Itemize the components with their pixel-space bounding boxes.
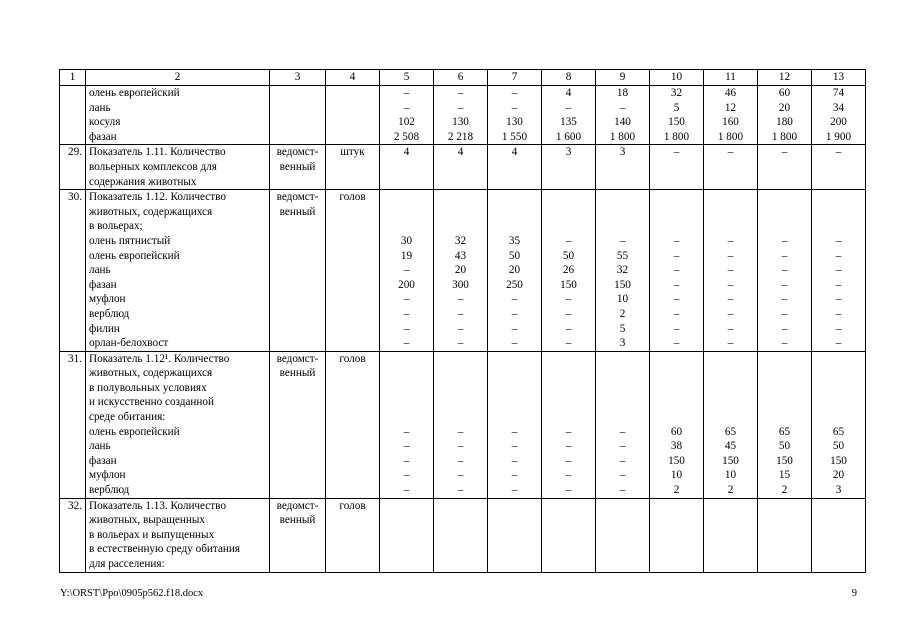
value-text: – [619, 454, 626, 467]
responsible-cell [270, 351, 326, 498]
value-text: 30 [400, 234, 413, 247]
value-text: – [835, 249, 842, 262]
value-text: – [781, 264, 788, 277]
value-cell [434, 498, 488, 572]
value-text: 60 [778, 87, 791, 99]
row-number [60, 190, 86, 352]
value-cell [758, 498, 812, 572]
value-text: – [727, 146, 734, 159]
value-text: – [619, 484, 626, 497]
value-text: 10 [724, 469, 737, 482]
value-text: – [403, 440, 410, 453]
value-text: 102 [398, 116, 415, 129]
cell-line: в вольерах и выпущенных [89, 528, 215, 541]
cell-line: ведомст- [276, 352, 319, 365]
value-text: 1 900 [825, 130, 852, 143]
value-text: – [781, 146, 788, 159]
value-text: 32 [670, 87, 683, 99]
value-text: 3 [619, 146, 626, 159]
value-text: 160 [722, 116, 739, 129]
responsible-cell [270, 86, 326, 145]
value-text: – [511, 425, 518, 438]
value-text: 180 [776, 116, 793, 129]
unit-of-measure [326, 351, 380, 498]
value-cell [542, 86, 596, 145]
value-text: 2 [781, 484, 788, 497]
value-cell [758, 351, 812, 498]
value-text: 65 [724, 425, 737, 438]
value-cell [704, 498, 758, 572]
value-text: 74 [832, 87, 845, 99]
value-text: – [673, 249, 680, 262]
value-text: – [511, 307, 518, 320]
cell-line: верблюд [89, 307, 130, 320]
row-number-text [62, 86, 82, 101]
value-text: 50 [778, 440, 791, 453]
row-number-text: 32. [68, 499, 82, 512]
value-cell [434, 351, 488, 498]
value-text: – [835, 307, 842, 320]
value-text: – [781, 249, 788, 262]
value-text: – [835, 322, 842, 335]
row-number-text: 31. [68, 352, 82, 365]
value-cell [596, 498, 650, 572]
cell-line: содержания животных [89, 175, 197, 188]
cell-line: животных, выращенных [89, 514, 205, 527]
value-cell [704, 351, 758, 498]
value-text: 12 [724, 101, 737, 114]
column-number: 5 [380, 70, 434, 86]
table-row [60, 145, 866, 190]
cell-line: венный [279, 205, 316, 218]
value-text: 250 [506, 278, 523, 291]
value-text: – [565, 469, 572, 482]
indicator-name [86, 190, 270, 352]
value-cell [812, 498, 866, 572]
value-text: – [673, 146, 680, 159]
cell-line: ведомст- [276, 499, 319, 512]
value-text: – [457, 469, 464, 482]
cell-line: Показатель 1.12¹. Количество [89, 352, 230, 365]
value-text: 1 800 [609, 130, 636, 143]
value-cell [380, 498, 434, 572]
value-text: 1 800 [717, 130, 744, 143]
value-text: 65 [832, 425, 845, 438]
value-text: 1 600 [555, 130, 582, 143]
value-cell [596, 190, 650, 352]
value-text: – [727, 322, 734, 335]
value-text: – [403, 293, 410, 306]
value-text: – [403, 87, 410, 99]
file-path-footer: Y:\ORST\Ppo\0905p562.f18.docx [60, 588, 204, 599]
cell-line: фазан [89, 130, 117, 143]
value-text: – [457, 307, 464, 320]
cell-line: филин [89, 322, 120, 335]
value-cell [488, 498, 542, 572]
value-cell [650, 351, 704, 498]
value-text: 200 [830, 116, 847, 129]
column-number: 3 [270, 70, 326, 86]
value-text: 150 [560, 278, 577, 291]
value-text: – [565, 425, 572, 438]
value-text: – [673, 322, 680, 335]
value-cell [380, 190, 434, 352]
value-text: 150 [668, 454, 685, 467]
value-text: – [511, 469, 518, 482]
value-text: – [565, 234, 572, 247]
value-text: – [727, 234, 734, 247]
value-text: – [619, 440, 626, 453]
value-cell [380, 351, 434, 498]
table-row [60, 498, 866, 572]
value-text: 1 800 [771, 130, 798, 143]
cell-line: Показатель 1.11. Количество [89, 146, 226, 159]
value-text: – [403, 469, 410, 482]
cell-line: Показатель 1.13. Количество [89, 499, 226, 512]
column-number: 8 [542, 70, 596, 86]
value-text: 2 508 [393, 130, 420, 143]
cell-line: для расселения: [89, 558, 165, 570]
value-text: 65 [778, 425, 791, 438]
value-text: – [835, 146, 842, 159]
column-number: 12 [758, 70, 812, 86]
value-text: – [511, 87, 518, 99]
value-text: – [511, 337, 518, 350]
value-text: 46 [724, 87, 737, 99]
value-cell [488, 86, 542, 145]
page-number: 9 [851, 588, 857, 599]
column-number: 13 [812, 70, 866, 86]
row-number [60, 145, 86, 190]
column-number: 10 [650, 70, 704, 86]
value-text: 1 800 [663, 130, 690, 143]
value-text: – [565, 440, 572, 453]
value-cell [596, 86, 650, 145]
value-text: – [403, 425, 410, 438]
cell-line: голов [339, 499, 366, 512]
responsible-cell [270, 190, 326, 352]
value-text: 150 [668, 116, 685, 129]
value-text: – [565, 337, 572, 350]
value-cell [380, 86, 434, 145]
value-text: – [565, 484, 572, 497]
value-cell [542, 351, 596, 498]
value-text: – [565, 454, 572, 467]
unit-of-measure [326, 145, 380, 190]
cell-line: косуля [89, 116, 121, 129]
value-text: – [835, 234, 842, 247]
value-text: – [781, 307, 788, 320]
value-text: 3 [619, 337, 626, 350]
value-text: 130 [452, 116, 469, 129]
value-text: 26 [562, 264, 575, 277]
value-text: 150 [776, 454, 793, 467]
cell-line: и искусственно созданной [89, 396, 214, 409]
unit-of-measure [326, 86, 380, 145]
value-text: 20 [832, 469, 845, 482]
column-number: 6 [434, 70, 488, 86]
value-text: – [619, 234, 626, 247]
value-cell [488, 351, 542, 498]
cell-line: венный [279, 367, 316, 380]
cell-line: олень европейский [89, 249, 180, 262]
value-text: 19 [400, 249, 413, 262]
table-row [60, 190, 866, 352]
cell-line: муфлон [89, 469, 126, 482]
value-text: – [565, 101, 572, 114]
cell-line: в полувольных условиях [89, 381, 207, 394]
value-text: – [403, 454, 410, 467]
value-text: 20 [454, 264, 467, 277]
value-cell [812, 351, 866, 498]
unit-of-measure [326, 498, 380, 572]
column-number-row [60, 70, 866, 86]
indicator-name [86, 86, 270, 145]
value-cell [758, 145, 812, 190]
value-cell [434, 86, 488, 145]
cell-line: ведомст- [276, 146, 319, 159]
cell-line: олень пятнистый [89, 234, 171, 247]
cell-line: олень европейский [89, 425, 180, 438]
value-text: – [673, 264, 680, 277]
cell-line: лань [89, 101, 111, 114]
cell-line: среде обитания: [89, 411, 166, 424]
value-text: – [727, 249, 734, 262]
value-cell [812, 145, 866, 190]
value-text: – [673, 337, 680, 350]
value-cell [650, 498, 704, 572]
value-text: – [727, 307, 734, 320]
value-text: – [619, 469, 626, 482]
value-text: 5 [619, 322, 626, 335]
responsible-cell [270, 498, 326, 572]
unit-of-measure [326, 190, 380, 352]
value-text: 150 [722, 454, 739, 467]
value-cell [434, 190, 488, 352]
value-cell [542, 145, 596, 190]
value-text: – [565, 322, 572, 335]
value-text: 32 [454, 234, 467, 247]
value-text: 150 [614, 278, 631, 291]
value-text: – [619, 425, 626, 438]
value-text: – [403, 484, 410, 497]
value-cell [758, 86, 812, 145]
cell-line: в вольерах; [89, 220, 143, 233]
value-text: 130 [506, 116, 523, 129]
cell-line: Показатель 1.12. Количество [89, 191, 226, 204]
indicator-name [86, 351, 270, 498]
indicators-table [59, 69, 866, 573]
value-text: 34 [832, 101, 845, 114]
value-text: – [403, 337, 410, 350]
value-text: 60 [670, 425, 683, 438]
value-text: – [457, 322, 464, 335]
value-text: – [781, 293, 788, 306]
value-text: 20 [778, 101, 791, 114]
cell-line: вольерных комплексов для [89, 160, 217, 173]
table-row [60, 351, 866, 498]
value-text: – [457, 87, 464, 99]
cell-line: лань [89, 440, 111, 453]
row-number-text: 30. [68, 191, 82, 204]
value-text: – [835, 337, 842, 350]
cell-line: лань [89, 264, 111, 277]
cell-line: голов [339, 352, 366, 365]
value-text: – [403, 307, 410, 320]
value-text: – [673, 278, 680, 291]
value-text: 200 [398, 278, 415, 291]
column-number: 9 [596, 70, 650, 86]
value-text: – [727, 293, 734, 306]
table-row [60, 86, 866, 145]
value-text: – [835, 278, 842, 291]
value-text: 4 [565, 87, 572, 99]
value-text: 20 [508, 264, 521, 277]
value-text: – [511, 484, 518, 497]
value-text: – [457, 337, 464, 350]
value-text: – [457, 454, 464, 467]
value-text: – [511, 322, 518, 335]
value-text: – [835, 293, 842, 306]
value-cell [812, 190, 866, 352]
cell-line: муфлон [89, 293, 126, 306]
value-text: 2 [673, 484, 680, 497]
value-text: – [457, 101, 464, 114]
value-text: 10 [616, 293, 629, 306]
value-text: 35 [508, 234, 521, 247]
value-text: – [403, 322, 410, 335]
value-text: – [457, 484, 464, 497]
value-text: – [727, 278, 734, 291]
value-text: 50 [508, 249, 521, 262]
cell-line: венный [279, 160, 316, 173]
value-text: 10 [670, 469, 683, 482]
value-text: – [781, 234, 788, 247]
cell-line: ведомст- [276, 191, 319, 204]
row-number [60, 86, 86, 145]
value-cell [542, 190, 596, 352]
value-text: 300 [452, 278, 469, 291]
value-text: – [457, 425, 464, 438]
value-text: 5 [673, 101, 680, 114]
value-text: – [619, 101, 626, 114]
value-text: – [403, 264, 410, 277]
value-text: – [781, 322, 788, 335]
value-cell [488, 145, 542, 190]
value-text: 43 [454, 249, 467, 262]
value-text: – [727, 264, 734, 277]
cell-line: животных, содержащихся [89, 367, 213, 380]
value-text: 50 [562, 249, 575, 262]
value-text: – [781, 278, 788, 291]
row-number [60, 498, 86, 572]
value-text: 2 218 [447, 130, 474, 143]
value-cell [434, 145, 488, 190]
indicator-name [86, 498, 270, 572]
value-text: 2 [619, 307, 626, 320]
value-text: – [511, 293, 518, 306]
value-text: – [403, 101, 410, 114]
value-cell [650, 86, 704, 145]
value-cell [650, 145, 704, 190]
value-text: 4 [403, 146, 410, 159]
value-text: 2 [727, 484, 734, 497]
column-number: 2 [86, 70, 270, 86]
value-text: – [673, 307, 680, 320]
value-text: – [511, 440, 518, 453]
value-text: 45 [724, 440, 737, 453]
value-text: – [781, 337, 788, 350]
value-text: – [727, 337, 734, 350]
row-number [60, 351, 86, 498]
row-number-text: 29. [68, 146, 82, 159]
column-number: 4 [326, 70, 380, 86]
cell-line: штук [340, 146, 365, 159]
value-text: – [457, 440, 464, 453]
value-text: – [673, 234, 680, 247]
cell-line: фазан [89, 278, 117, 291]
column-number: 11 [704, 70, 758, 86]
value-cell [812, 86, 866, 145]
value-cell [704, 190, 758, 352]
value-text: – [457, 293, 464, 306]
value-text: 15 [778, 469, 791, 482]
value-text: 50 [832, 440, 845, 453]
value-cell [758, 190, 812, 352]
cell-line: олень европейский [89, 87, 180, 99]
value-cell [380, 145, 434, 190]
cell-line: верблюд [89, 484, 130, 497]
cell-line: венный [279, 514, 316, 527]
value-cell [488, 190, 542, 352]
column-number: 7 [488, 70, 542, 86]
value-cell [650, 190, 704, 352]
responsible-cell [270, 145, 326, 190]
value-text: 4 [457, 146, 464, 159]
value-text: 32 [616, 264, 629, 277]
value-text: – [835, 264, 842, 277]
value-text: 18 [616, 87, 629, 99]
value-cell [704, 86, 758, 145]
cell-line: орлан-белохвост [89, 337, 169, 350]
value-text: – [565, 293, 572, 306]
value-cell [704, 145, 758, 190]
value-text: – [511, 101, 518, 114]
value-text: 4 [511, 146, 518, 159]
value-text: – [673, 293, 680, 306]
value-text: 135 [560, 116, 577, 129]
value-text: 1 550 [501, 130, 528, 143]
value-text: 150 [830, 454, 847, 467]
value-text: – [565, 307, 572, 320]
value-cell [542, 498, 596, 572]
cell-line: животных, содержащихся [89, 205, 213, 218]
column-number: 1 [60, 70, 86, 86]
indicator-name [86, 145, 270, 190]
value-text: – [511, 454, 518, 467]
cell-line: в естественную среду обитания [89, 543, 241, 556]
value-text: 55 [616, 249, 629, 262]
cell-line: голов [339, 191, 366, 204]
value-cell [596, 351, 650, 498]
value-cell [596, 145, 650, 190]
value-text: 140 [614, 116, 631, 129]
cell-line: фазан [89, 454, 117, 467]
value-text: 3 [565, 146, 572, 159]
value-text: 38 [670, 440, 683, 453]
value-text: 3 [835, 484, 842, 497]
